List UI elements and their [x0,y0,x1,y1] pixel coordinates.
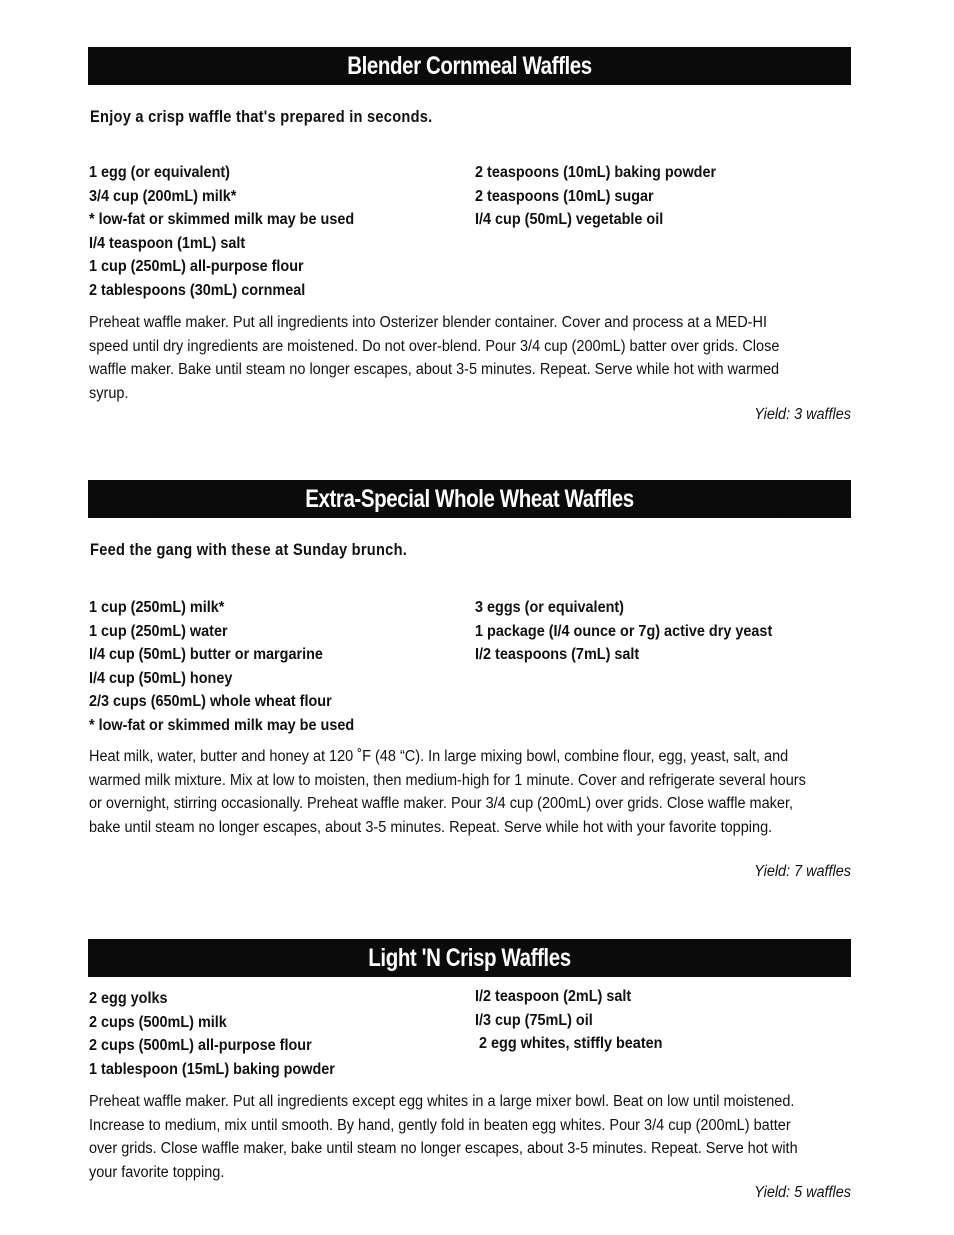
recipe-yield: Yield: 7 waffles [754,863,851,880]
ingredients-column-right [475,596,795,667]
ingredients-column-left [89,161,374,303]
ingredient-item: 1 cup (250mL) all-purpose flour [89,258,304,276]
recipe-title-banner [88,480,851,518]
ingredient-item: 2/3 cups (650mL) whole wheat flour [89,693,332,711]
ingredient-item: 2 egg yolks [89,990,168,1007]
ingredient-item: 2 egg whites, stiffly beaten [475,1035,663,1053]
recipe-tagline: Feed the gang with these at Sunday brunch. [90,540,408,559]
ingredient-item: 1 tablespoon (15mL) baking powder [89,1060,335,1078]
ingredient-item: I/4 cup (50mL) butter or margarine [89,646,323,664]
ingredient-item: 2 cups (500mL) milk [89,1013,227,1031]
recipe-method: Preheat waffle maker. Put all ingredients into Osterizer blender container. Cover and process at a MED-HI speed until dry ingredients are moistened. Do not over-blend. Pour 3/4 cup (200mL) batter over grids. Close waffle maker. Bake until steam no longer escapes, about 3-5 minutes. Repeat. Serve while hot with warmed syrup. [89,314,780,402]
ingredients-column-right [475,985,677,1056]
ingredient-item: 2 cups (500mL) all-purpose flour [89,1037,312,1055]
recipe-yield: Yield: 3 waffles [754,406,851,423]
ingredient-item: 1 package (I/4 ounce or 7g) active dry yeast [475,622,773,640]
ingredient-item: I/2 teaspoons (7mL) salt [475,646,640,664]
ingredient-item: 2 tablespoons (30mL) cornmeal [89,281,306,299]
ingredient-item: 3/4 cup (200mL) milk* [89,187,237,205]
ingredient-item: * low-fat or skimmed milk may be used [89,211,355,229]
recipe-method: Heat milk, water, butter and honey at 120 ˚F (48 “C). In large mixing bowl, combine flour, egg, yeast, salt, and warmed milk mixture. Mix at low to moisten, then medium-high for 1 minute. Cover and refrigerate several hours or overnight, stirring occasionally. Preheat waffle maker. Pour 3/4 cup (200mL) over grids. Close waffle maker, bake until steam no longer escapes, about 3-5 minutes. Repeat. Serve while hot with your favorite topping. [89,748,806,836]
ingredient-item: 3 eggs (or equivalent) [475,599,624,616]
ingredient-item: I/4 teaspoon (1mL) salt [89,234,246,252]
ingredient-item: 1 cup (250mL) milk* [89,599,225,616]
ingredients-column-left [89,987,353,1081]
recipe-title-banner [88,939,851,977]
ingredient-item: 2 teaspoons (10mL) sugar [475,187,654,205]
recipe-extra-special-whole-wheat-waffles [88,480,851,880]
recipe-method: Preheat waffle maker. Put all ingredients except egg whites in a large mixer bowl. Beat on low until moistened. Increase to medium, mix until smooth. By hand, gently fold in beaten egg whites. Pour 3/4 cup (200mL) batter over grids. Close waffle maker, bake until steam no longer escapes, about 3-5 minutes. Repeat. Serve hot with your favorite topping. [89,1093,798,1181]
ingredient-item: I/4 cup (50mL) honey [89,669,233,687]
ingredient-item: 1 egg (or equivalent) [89,164,230,181]
recipe-blender-cornmeal-waffles [88,47,851,437]
ingredient-item: 2 teaspoons (10mL) baking powder [475,164,717,181]
ingredients-column-right [475,161,734,232]
recipe-light-n-crisp-waffles [88,939,851,1209]
recipe-title: Blender Cornmeal Waffles [157,47,783,85]
ingredient-item: * low-fat or skimmed milk may be used [89,716,355,734]
ingredient-item: 1 cup (250mL) water [89,622,228,640]
recipe-tagline: Enjoy a crisp waffle that's prepared in seconds. [90,107,433,126]
recipe-title: Extra-Special Whole Wheat Waffles [157,480,783,518]
ingredient-item: I/4 cup (50mL) vegetable oil [475,211,664,229]
ingredient-item: I/2 teaspoon (2mL) salt [475,988,632,1005]
ingredient-item: I/3 cup (75mL) oil [475,1011,593,1029]
recipe-title-banner [88,47,851,85]
ingredients-column-left [89,596,374,738]
recipe-title: Light 'N Crisp Waffles [157,939,783,977]
recipe-yield: Yield: 5 waffles [754,1184,851,1201]
